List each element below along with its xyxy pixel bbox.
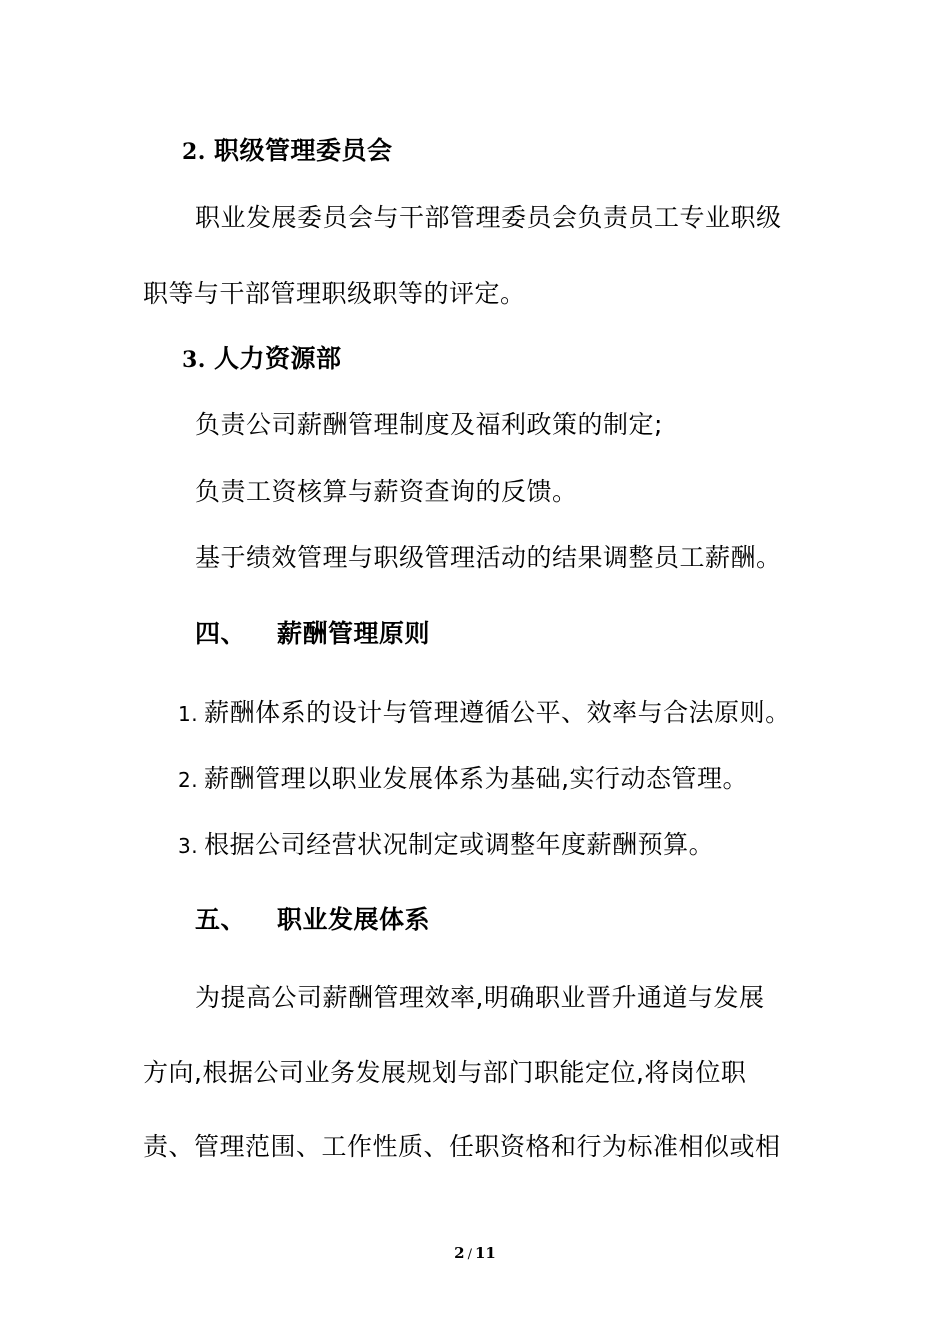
page-separator: /	[467, 1247, 472, 1262]
section-3-item-2: 负责工资核算与薪资查询的反馈。	[195, 477, 578, 506]
principle-item-1	[178, 698, 791, 729]
chapter-4-heading	[195, 619, 430, 649]
section-3-item-3: 基于绩效管理与职级管理活动的结果调整员工薪酬。	[195, 543, 782, 572]
chapter-5-paragraph-line-2: 方向,根据公司业务发展规划与部门职能定位,将岗位职	[143, 1058, 747, 1087]
chapter-4-number: 四、	[195, 619, 247, 648]
chapter-5-paragraph-line-1: 为提高公司薪酬管理效率,明确职业晋升通道与发展	[195, 983, 765, 1012]
principle-item-1-text: 薪酬体系的设计与管理遵循公平、效率与合法原则。	[204, 698, 791, 727]
chapter-4-title: 薪酬管理原则	[277, 619, 431, 648]
section-2-heading	[182, 136, 392, 167]
principle-item-3-text: 根据公司经营状况制定或调整年度薪酬预算。	[204, 830, 715, 859]
principle-item-3	[178, 830, 714, 861]
chapter-5-number: 五、	[195, 905, 247, 934]
principle-item-2-number: 2.	[178, 768, 199, 792]
section-3-item-1: 负责公司薪酬管理制度及福利政策的制定;	[195, 410, 663, 439]
section-2-title: 职级管理委员会	[213, 136, 393, 165]
section-2-paragraph-line-1: 职业发展委员会与干部管理委员会负责员工专业职级	[195, 203, 782, 232]
principle-item-2	[178, 764, 748, 795]
section-2-paragraph-line-2: 职等与干部管理职级职等的评定。	[143, 279, 526, 308]
principle-item-3-number: 3.	[178, 834, 199, 858]
chapter-5-heading	[195, 905, 430, 935]
chapter-5-paragraph-line-3: 责、管理范围、工作性质、任职资格和行为标准相似或相	[143, 1132, 781, 1161]
page-number-footer	[0, 1243, 950, 1265]
total-page-count: 11	[474, 1244, 496, 1262]
section-3-title: 人力资源部	[213, 344, 342, 373]
section-3-heading	[182, 344, 341, 375]
current-page-number: 2	[454, 1244, 465, 1262]
chapter-5-title: 职业发展体系	[277, 905, 431, 934]
section-2-number: 2.	[182, 139, 206, 165]
principle-item-1-number: 1.	[178, 702, 199, 726]
section-3-number: 3.	[182, 347, 206, 373]
principle-item-2-text: 薪酬管理以职业发展体系为基础,实行动态管理。	[204, 764, 749, 793]
